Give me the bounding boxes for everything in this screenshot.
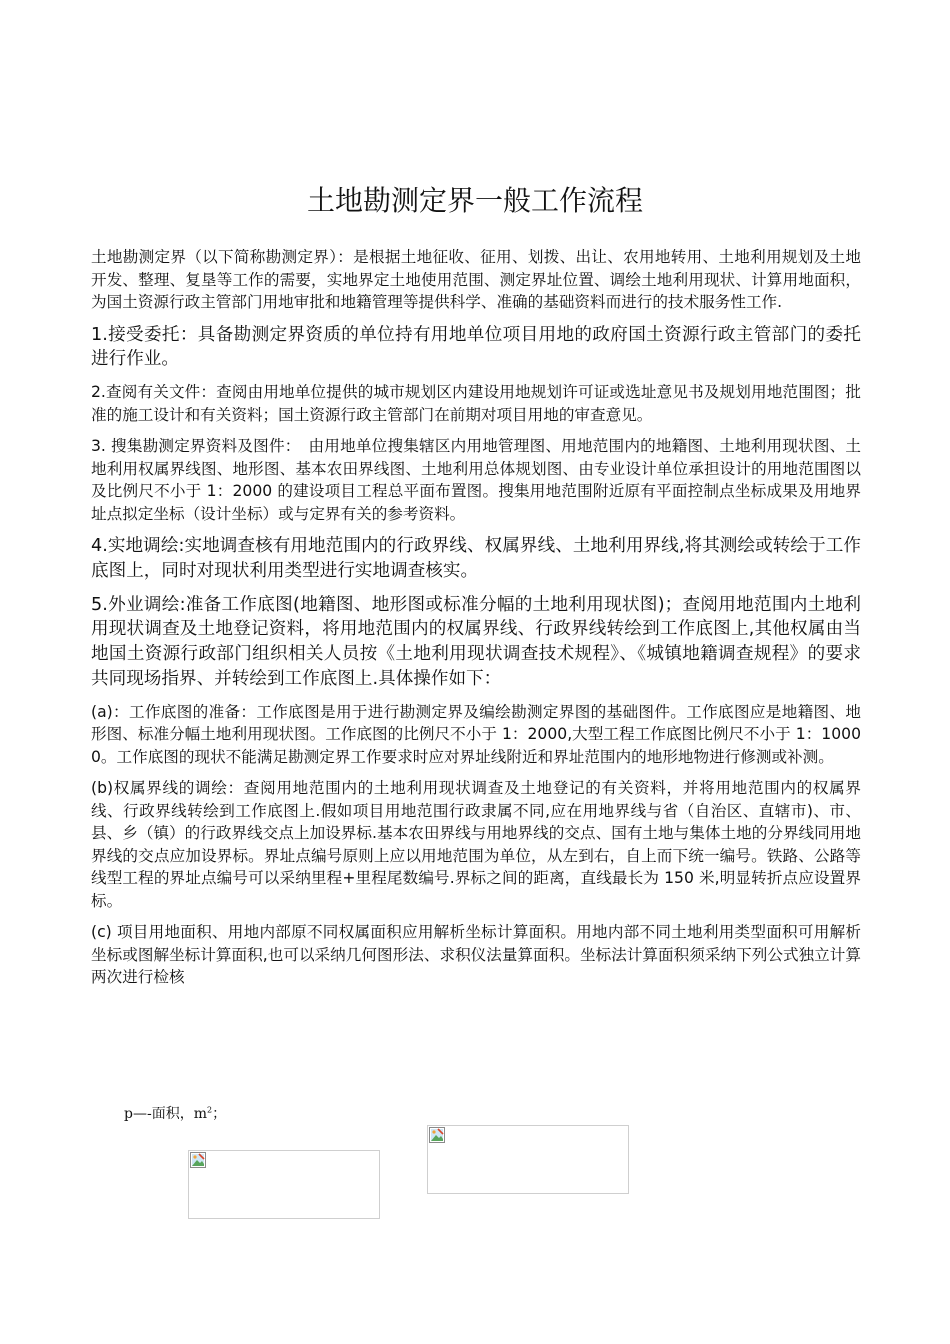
step-4-paragraph: 4.实地调绘:实地调查核有用地范围内的行政界线、权属界线、土地利用界线,将其测绘或转绘于工作底图上，同时对现状利用类型进行实地调查核实。 [91,536,861,581]
formula-image-right [427,1125,629,1194]
step-5b-paragraph: (b)权属界线的调绘：查阅用地范围内的土地利用现状调查及土地登记的有关资料，并将用地范围内的权属界线、行政界线转绘到工作底图上.假如项目用地范围行政隶属不同,应在用地界线与省（自治区、直辖市)、市、县、乡（镇）的行政界线交点上加设界标.基本农田界线与用地界线的交点、国有土地与集体土地的分界线同用地界线的交点应加设界标。界址点编号原则上应以用地范围为单位，从左到右，自上而下统一编号。铁路、公路等线型工程的界址点编号可以采纳里程+里程尾数编号.界标之间的距离，直线最长为 150 米,明显转折点应设置界标。 [91,779,861,910]
step-2-paragraph: 2.查阅有关文件：查阅由用地单位提供的城市规划区内建设用地规划许可证或选址意见书及规划用地范围图；批准的施工设计和有关资料；国土资源行政主管部门在前期对项目用地的审查意见。 [91,383,861,424]
step-5-paragraph: 5.外业调绘:准备工作底图(地籍图、地形图或标准分幅的土地利用现状图)；查阅用地范围内土地利用现状调查及土地登记资料，将用地范围内的权属界线、行政界线转绘到工作底图上,其他权属由当地国土资源行政部门组织相关人员按《土地利用现状调查技术规程》、《城镇地籍调查规程》的要求共同现场指界、并转绘到工作底图上.具体操作如下： [91,594,861,690]
step-1-paragraph: 1.接受委托：具备勘测定界资质的单位持有用地单位项目用地的政府国土资源行政主管部门的委托进行作业。 [91,324,861,370]
step-5a-paragraph: (a)：工作底图的准备：工作底图是用于进行勘测定界及编绘勘测定界图的基础图件。工作底图应是地籍图、地形图、标准分幅土地利用现状图。工作底图的比例尺不小于 1：2000,大型工程工作底图比例尺不小于 1：10000。工作底图的现状不能满足勘测定界工作要求时应对界址线附近和界址范围内的地形地物进行修测或补测。 [91,702,861,766]
broken-image-icon [429,1127,445,1143]
page-title: 土地勘测定界一般工作流程 [306,184,643,217]
step-3-paragraph: 3. 搜集勘测定界资料及图件： 由用地单位搜集辖区内用地管理图、用地范围内的地籍图、土地利用现状图、土地利用权属界线图、地形图、基本农田界线图、土地利用总体规划图、由专业设计单位承担设计的用地范围图以及比例尺不小于 1：2000 的建设项目工程总平面布置图。搜集用地范围附近原有平面控制点坐标成果及用地界址点拟定坐标（设计坐标）或与定界有关的参考资料。 [91,437,861,523]
formula-image-left [188,1150,380,1219]
formula-label-text: p—-面积，m [124,1106,207,1122]
formula-label-superscript: 2 [206,1105,213,1115]
formula-label-tail: ； [212,1106,227,1122]
intro-paragraph: 土地勘测定界（以下简称勘测定界）：是根据土地征收、征用、划拨、出让、农用地转用、土地利用规划及土地开发、整理、复垦等工作的需要，实地界定土地使用范围、测定界址位置、调绘土地利用现状、计算用地面积，为国土资源行政主管部门用地审批和地籍管理等提供科学、准确的基础资料而进行的技术服务性工作. [91,248,861,311]
document-body [91,246,861,989]
broken-image-icon [190,1152,206,1168]
formula-label [124,1103,226,1123]
step-5c-paragraph: (c) 项目用地面积、用地内部原不同权属面积应用解析坐标计算面积。用地内部不同土地利用类型面积可用解析坐标或图解坐标计算面积,也可以采纳几何图形法、求积仪法量算面积。坐标法计算面积须采纳下列公式独立计算两次进行检核 [91,923,861,987]
